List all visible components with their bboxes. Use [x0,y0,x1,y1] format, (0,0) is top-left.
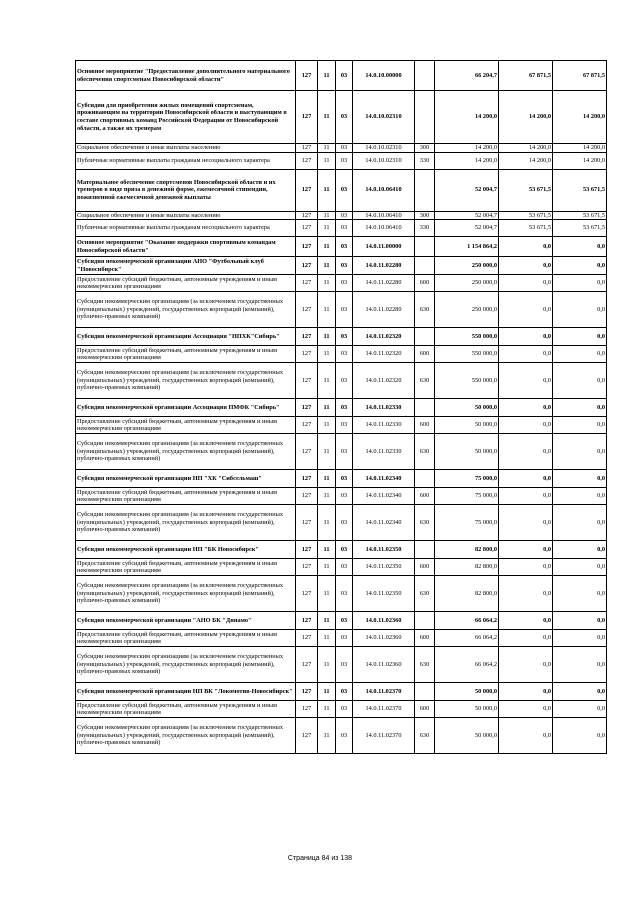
table-row [76,683,607,701]
row-section-code: 11 [318,144,336,153]
row-expense-type [415,257,435,275]
row-name: Субсидии некоммерческим организациям (за исключением государственных (муниципальных) учреждений, государственных корпораций (компаний), публично-правовых компаний) [76,718,296,754]
row-subsection-code: 03 [336,505,353,541]
row-amount-year2: 0,0 [499,559,553,576]
row-section-code: 11 [318,211,336,220]
row-amount-year2: 0,0 [499,647,553,683]
row-name: Субсидии для приобретения жилых помещений спортсменам, проживающим на территории Новосибирской области и выступающим в составе спортивных команд Российской Федерации от Новосибирской области, а также их тренерам [76,91,296,144]
row-name: Предоставление субсидий бюджетным, автономным учреждениям и иным некоммерческим организациям [76,630,296,647]
table-row [76,363,607,399]
row-subsection-code: 03 [336,346,353,363]
row-section-code: 11 [318,434,336,470]
row-amount-year1: 52 004,7 [435,220,499,237]
row-subsection-code: 03 [336,488,353,505]
row-grbs-code: 127 [296,257,318,275]
row-section-code: 11 [318,559,336,576]
row-amount-year1: 50 000,0 [435,718,499,754]
row-expense-type: 330 [415,220,435,237]
row-name: Субсидия некоммерческой организации НП ВК "Локомотив-Новосибирск" [76,683,296,701]
row-amount-year3: 53 671,5 [553,220,607,237]
row-amount-year3: 0,0 [553,417,607,434]
table-row [76,576,607,612]
row-expense-type [415,61,435,91]
row-target-article: 14.0.11.02330 [353,434,415,470]
row-amount-year2: 53 671,5 [499,220,553,237]
row-target-article: 14.0.10.02310 [353,144,415,153]
row-amount-year3: 0,0 [553,612,607,630]
row-subsection-code: 03 [336,612,353,630]
row-amount-year2: 67 871,5 [499,61,553,91]
row-subsection-code: 03 [336,576,353,612]
row-target-article: 14.0.11.02280 [353,257,415,275]
row-amount-year2: 0,0 [499,328,553,346]
row-section-code: 11 [318,328,336,346]
row-subsection-code: 03 [336,363,353,399]
row-amount-year3: 0,0 [553,346,607,363]
row-grbs-code: 127 [296,630,318,647]
row-expense-type [415,169,435,211]
row-subsection-code: 03 [336,559,353,576]
row-amount-year1: 66 204,7 [435,61,499,91]
row-amount-year1: 75 000,0 [435,505,499,541]
row-grbs-code: 127 [296,169,318,211]
table-row [76,346,607,363]
row-expense-type: 600 [415,701,435,718]
page-number: Страница 84 из 138 [287,855,353,862]
row-target-article: 14.0.11.02360 [353,630,415,647]
row-amount-year3: 0,0 [553,434,607,470]
row-amount-year2: 0,0 [499,576,553,612]
row-target-article: 14.0.10.06410 [353,169,415,211]
row-amount-year1: 250 000,0 [435,257,499,275]
row-amount-year1: 550 000,0 [435,363,499,399]
row-section-code: 11 [318,169,336,211]
row-subsection-code: 03 [336,275,353,292]
row-section-code: 11 [318,363,336,399]
row-target-article: 14.0.11.02370 [353,718,415,754]
row-target-article: 14.0.10.02310 [353,152,415,169]
row-grbs-code: 127 [296,220,318,237]
row-name: Предоставление субсидий бюджетным, автономным учреждениям и иным некоммерческим организациям [76,417,296,434]
row-target-article: 14.0.11.02360 [353,612,415,630]
row-target-article: 14.0.11.02350 [353,541,415,559]
row-amount-year1: 75 000,0 [435,470,499,488]
row-amount-year3: 0,0 [553,275,607,292]
table-row [76,169,607,211]
row-expense-type [415,470,435,488]
row-amount-year1: 550 000,0 [435,328,499,346]
row-target-article: 14.0.11.02340 [353,488,415,505]
table-row [76,434,607,470]
table-row [76,275,607,292]
row-name: Социальное обеспечение и иные выплаты населению [76,211,296,220]
row-section-code: 11 [318,152,336,169]
table-row [76,399,607,417]
row-name: Предоставление субсидий бюджетным, автономным учреждениям и иным некоммерческим организациям [76,488,296,505]
row-amount-year3: 0,0 [553,488,607,505]
row-target-article: 14.0.11.02320 [353,346,415,363]
row-target-article: 14.0.11.02280 [353,292,415,328]
row-amount-year2: 0,0 [499,488,553,505]
row-name: Предоставление субсидий бюджетным, автономным учреждениям и иным некоммерческим организациям [76,701,296,718]
budget-table [75,60,607,754]
row-target-article: 14.0.11.02280 [353,275,415,292]
row-grbs-code: 127 [296,152,318,169]
row-subsection-code: 03 [336,701,353,718]
row-section-code: 11 [318,541,336,559]
row-amount-year2: 0,0 [499,399,553,417]
table-row [76,488,607,505]
row-amount-year2: 0,0 [499,470,553,488]
row-expense-type [415,541,435,559]
row-amount-year3: 53 671,5 [553,169,607,211]
row-amount-year2: 0,0 [499,541,553,559]
row-section-code: 11 [318,91,336,144]
row-amount-year2: 0,0 [499,434,553,470]
row-target-article: 14.0.10.06410 [353,211,415,220]
row-subsection-code: 03 [336,211,353,220]
row-grbs-code: 127 [296,683,318,701]
row-name: Предоставление субсидий бюджетным, автономным учреждениям и иным некоммерческим организациям [76,275,296,292]
row-expense-type: 600 [415,559,435,576]
row-name: Публичные нормативные выплаты гражданам несоциального характера [76,220,296,237]
row-subsection-code: 03 [336,144,353,153]
table-row [76,211,607,220]
row-grbs-code: 127 [296,237,318,257]
row-section-code: 11 [318,647,336,683]
row-target-article: 14.0.11.02360 [353,647,415,683]
row-section-code: 11 [318,275,336,292]
row-subsection-code: 03 [336,683,353,701]
row-name: Социальное обеспечение и иные выплаты населению [76,144,296,153]
table-row [76,718,607,754]
row-subsection-code: 03 [336,220,353,237]
row-target-article: 14.0.11.02370 [353,683,415,701]
row-grbs-code: 127 [296,399,318,417]
row-target-article: 14.0.11.00000 [353,237,415,257]
table-row [76,417,607,434]
row-amount-year3: 0,0 [553,237,607,257]
row-name: Материальное обеспечение спортсменов Новосибирской области и их тренеров в виде приза в денежной форме, ежемесячной стипендии, пожизненной ежемесячной денежной выплаты [76,169,296,211]
row-subsection-code: 03 [336,91,353,144]
row-name: Основное мероприятие "Оказание поддержки спортивным командам Новосибирской области" [76,237,296,257]
row-amount-year2: 14 200,0 [499,144,553,153]
table-row [76,541,607,559]
row-amount-year1: 75 000,0 [435,488,499,505]
row-amount-year3: 0,0 [553,328,607,346]
row-amount-year1: 82 800,0 [435,541,499,559]
row-section-code: 11 [318,237,336,257]
row-amount-year2: 0,0 [499,683,553,701]
table-row [76,257,607,275]
row-target-article: 14.0.11.02330 [353,417,415,434]
row-expense-type [415,237,435,257]
row-grbs-code: 127 [296,434,318,470]
row-expense-type: 600 [415,417,435,434]
row-amount-year3: 0,0 [553,257,607,275]
row-section-code: 11 [318,488,336,505]
row-amount-year3: 53 671,5 [553,211,607,220]
row-amount-year1: 52 004,7 [435,169,499,211]
row-amount-year3: 0,0 [553,576,607,612]
row-amount-year3: 14 200,0 [553,152,607,169]
row-grbs-code: 127 [296,91,318,144]
row-name: Субсидия некоммерческой организации НП "ХК "Сибсельмаш" [76,470,296,488]
table-row [76,152,607,169]
row-amount-year2: 0,0 [499,346,553,363]
row-grbs-code: 127 [296,647,318,683]
row-expense-type: 600 [415,275,435,292]
row-subsection-code: 03 [336,470,353,488]
row-target-article: 14.0.11.02340 [353,470,415,488]
row-amount-year1: 1 154 864,2 [435,237,499,257]
table-row [76,630,607,647]
row-target-article: 14.0.11.02330 [353,399,415,417]
row-section-code: 11 [318,683,336,701]
row-section-code: 11 [318,470,336,488]
row-grbs-code: 127 [296,275,318,292]
row-amount-year3: 0,0 [553,718,607,754]
row-amount-year1: 50 000,0 [435,399,499,417]
row-name: Публичные нормативные выплаты гражданам несоциального характера [76,152,296,169]
table-row [76,237,607,257]
row-section-code: 11 [318,718,336,754]
table-row [76,559,607,576]
row-amount-year2: 0,0 [499,417,553,434]
row-amount-year1: 14 200,0 [435,152,499,169]
row-amount-year2: 53 671,5 [499,169,553,211]
row-subsection-code: 03 [336,237,353,257]
row-grbs-code: 127 [296,505,318,541]
row-amount-year3: 67 871,5 [553,61,607,91]
row-amount-year2: 0,0 [499,612,553,630]
row-target-article: 14.0.11.02370 [353,701,415,718]
row-amount-year1: 550 000,0 [435,346,499,363]
row-subsection-code: 03 [336,399,353,417]
row-amount-year1: 66 064,2 [435,612,499,630]
table-body [76,61,607,754]
row-grbs-code: 127 [296,470,318,488]
row-expense-type: 630 [415,363,435,399]
row-subsection-code: 03 [336,718,353,754]
row-amount-year2: 14 200,0 [499,152,553,169]
table-row [76,612,607,630]
row-expense-type: 630 [415,718,435,754]
row-grbs-code: 127 [296,417,318,434]
table-row [76,61,607,91]
row-subsection-code: 03 [336,328,353,346]
table-row [76,505,607,541]
row-expense-type: 630 [415,292,435,328]
row-name: Субсидия некоммерческой организации "АНО БК "Динамо" [76,612,296,630]
table-row [76,292,607,328]
row-amount-year3: 14 200,0 [553,144,607,153]
table-row [76,144,607,153]
row-amount-year3: 0,0 [553,683,607,701]
row-grbs-code: 127 [296,328,318,346]
row-section-code: 11 [318,417,336,434]
row-subsection-code: 03 [336,257,353,275]
row-section-code: 11 [318,612,336,630]
row-amount-year3: 0,0 [553,363,607,399]
row-amount-year2: 0,0 [499,718,553,754]
row-amount-year3: 0,0 [553,647,607,683]
row-expense-type: 300 [415,144,435,153]
row-amount-year3: 0,0 [553,505,607,541]
row-name: Субсидии некоммерческим организациям (за исключением государственных (муниципальных) учреждений, государственных корпораций (компаний), публично-правовых компаний) [76,363,296,399]
row-subsection-code: 03 [336,647,353,683]
row-expense-type: 300 [415,211,435,220]
row-target-article: 14.0.11.02350 [353,559,415,576]
row-amount-year2: 0,0 [499,237,553,257]
table-row [76,701,607,718]
row-amount-year3: 14 200,0 [553,91,607,144]
row-amount-year2: 0,0 [499,292,553,328]
row-amount-year2: 0,0 [499,363,553,399]
row-name: Предоставление субсидий бюджетным, автономным учреждениям и иным некоммерческим организациям [76,346,296,363]
row-grbs-code: 127 [296,211,318,220]
row-amount-year3: 0,0 [553,559,607,576]
row-target-article: 14.0.11.02320 [353,328,415,346]
row-subsection-code: 03 [336,434,353,470]
row-expense-type [415,683,435,701]
row-amount-year2: 53 671,5 [499,211,553,220]
row-subsection-code: 03 [336,292,353,328]
row-name: Субсидии некоммерческим организациям (за исключением государственных (муниципальных) учреждений, государственных корпораций (компаний), публично-правовых компаний) [76,292,296,328]
row-subsection-code: 03 [336,417,353,434]
row-amount-year1: 50 000,0 [435,434,499,470]
row-grbs-code: 127 [296,346,318,363]
row-amount-year2: 14 200,0 [499,91,553,144]
row-amount-year1: 52 004,7 [435,211,499,220]
row-name: Субсидии некоммерческим организациям (за исключением государственных (муниципальных) учреждений, государственных корпораций (компаний), публично-правовых компаний) [76,647,296,683]
table-row [76,470,607,488]
table-row [76,647,607,683]
row-expense-type: 630 [415,505,435,541]
row-subsection-code: 03 [336,169,353,211]
row-target-article: 14.0.11.02340 [353,505,415,541]
row-amount-year2: 0,0 [499,505,553,541]
row-amount-year2: 0,0 [499,701,553,718]
row-subsection-code: 03 [336,630,353,647]
row-section-code: 11 [318,505,336,541]
row-amount-year1: 50 000,0 [435,683,499,701]
row-grbs-code: 127 [296,363,318,399]
row-section-code: 11 [318,61,336,91]
row-amount-year1: 82 800,0 [435,576,499,612]
row-section-code: 11 [318,576,336,612]
row-grbs-code: 127 [296,144,318,153]
row-target-article: 14.0.11.02320 [353,363,415,399]
row-section-code: 11 [318,630,336,647]
row-amount-year1: 66 064,2 [435,630,499,647]
row-grbs-code: 127 [296,576,318,612]
row-target-article: 14.0.10.02310 [353,91,415,144]
row-amount-year3: 0,0 [553,701,607,718]
row-grbs-code: 127 [296,701,318,718]
row-amount-year2: 0,0 [499,257,553,275]
row-amount-year1: 82 800,0 [435,559,499,576]
row-section-code: 11 [318,701,336,718]
row-name: Субсидии некоммерческим организациям (за исключением государственных (муниципальных) учреждений, государственных корпораций (компаний), публично-правовых компаний) [76,505,296,541]
row-amount-year3: 0,0 [553,292,607,328]
row-expense-type: 630 [415,434,435,470]
row-subsection-code: 03 [336,61,353,91]
row-expense-type: 600 [415,630,435,647]
row-expense-type [415,612,435,630]
row-amount-year1: 50 000,0 [435,417,499,434]
row-amount-year3: 0,0 [553,470,607,488]
row-amount-year1: 50 000,0 [435,701,499,718]
row-section-code: 11 [318,220,336,237]
table-row [76,91,607,144]
row-amount-year2: 0,0 [499,630,553,647]
row-section-code: 11 [318,346,336,363]
row-amount-year1: 250 000,0 [435,292,499,328]
row-section-code: 11 [318,257,336,275]
row-name: Субсидия некоммерческой организации Ассоциация ПМФК "Сибирь" [76,399,296,417]
row-target-article: 14.0.10.00000 [353,61,415,91]
row-expense-type [415,91,435,144]
row-grbs-code: 127 [296,61,318,91]
row-grbs-code: 127 [296,541,318,559]
table-row [76,328,607,346]
row-amount-year2: 0,0 [499,275,553,292]
row-name: Основное мероприятие "Предоставление дополнительного материального обеспечения спортсменам Новосибирской области" [76,61,296,91]
row-subsection-code: 03 [336,152,353,169]
row-name: Субсидия некоммерческой организации НП "БК Новосибирск" [76,541,296,559]
row-amount-year3: 0,0 [553,541,607,559]
row-amount-year3: 0,0 [553,630,607,647]
row-amount-year1: 14 200,0 [435,144,499,153]
row-amount-year1: 14 200,0 [435,91,499,144]
row-grbs-code: 127 [296,292,318,328]
row-name: Субсидии некоммерческим организациям (за исключением государственных (муниципальных) учреждений, государственных корпораций (компаний), публично-правовых компаний) [76,434,296,470]
row-target-article: 14.0.10.06410 [353,220,415,237]
row-section-code: 11 [318,292,336,328]
row-grbs-code: 127 [296,488,318,505]
row-amount-year3: 0,0 [553,399,607,417]
row-name: Субсидия некоммерческой организации АНО "Футбольный клуб "Новосибирск" [76,257,296,275]
row-target-article: 14.0.11.02350 [353,576,415,612]
row-grbs-code: 127 [296,612,318,630]
row-name: Субсидии некоммерческим организациям (за исключением государственных (муниципальных) учреждений, государственных корпораций (компаний), публично-правовых компаний) [76,576,296,612]
row-expense-type [415,399,435,417]
row-expense-type: 630 [415,647,435,683]
row-expense-type: 630 [415,576,435,612]
row-section-code: 11 [318,399,336,417]
row-name: Субсидия некоммерческой организации Ассоциация "НПХК"Сибирь" [76,328,296,346]
row-amount-year1: 66 064,2 [435,647,499,683]
row-expense-type [415,328,435,346]
row-expense-type: 330 [415,152,435,169]
row-expense-type: 600 [415,488,435,505]
row-expense-type: 600 [415,346,435,363]
row-amount-year1: 250 000,0 [435,275,499,292]
row-subsection-code: 03 [336,541,353,559]
row-grbs-code: 127 [296,718,318,754]
row-grbs-code: 127 [296,559,318,576]
row-name: Предоставление субсидий бюджетным, автономным учреждениям и иным некоммерческим организациям [76,559,296,576]
table-row [76,220,607,237]
